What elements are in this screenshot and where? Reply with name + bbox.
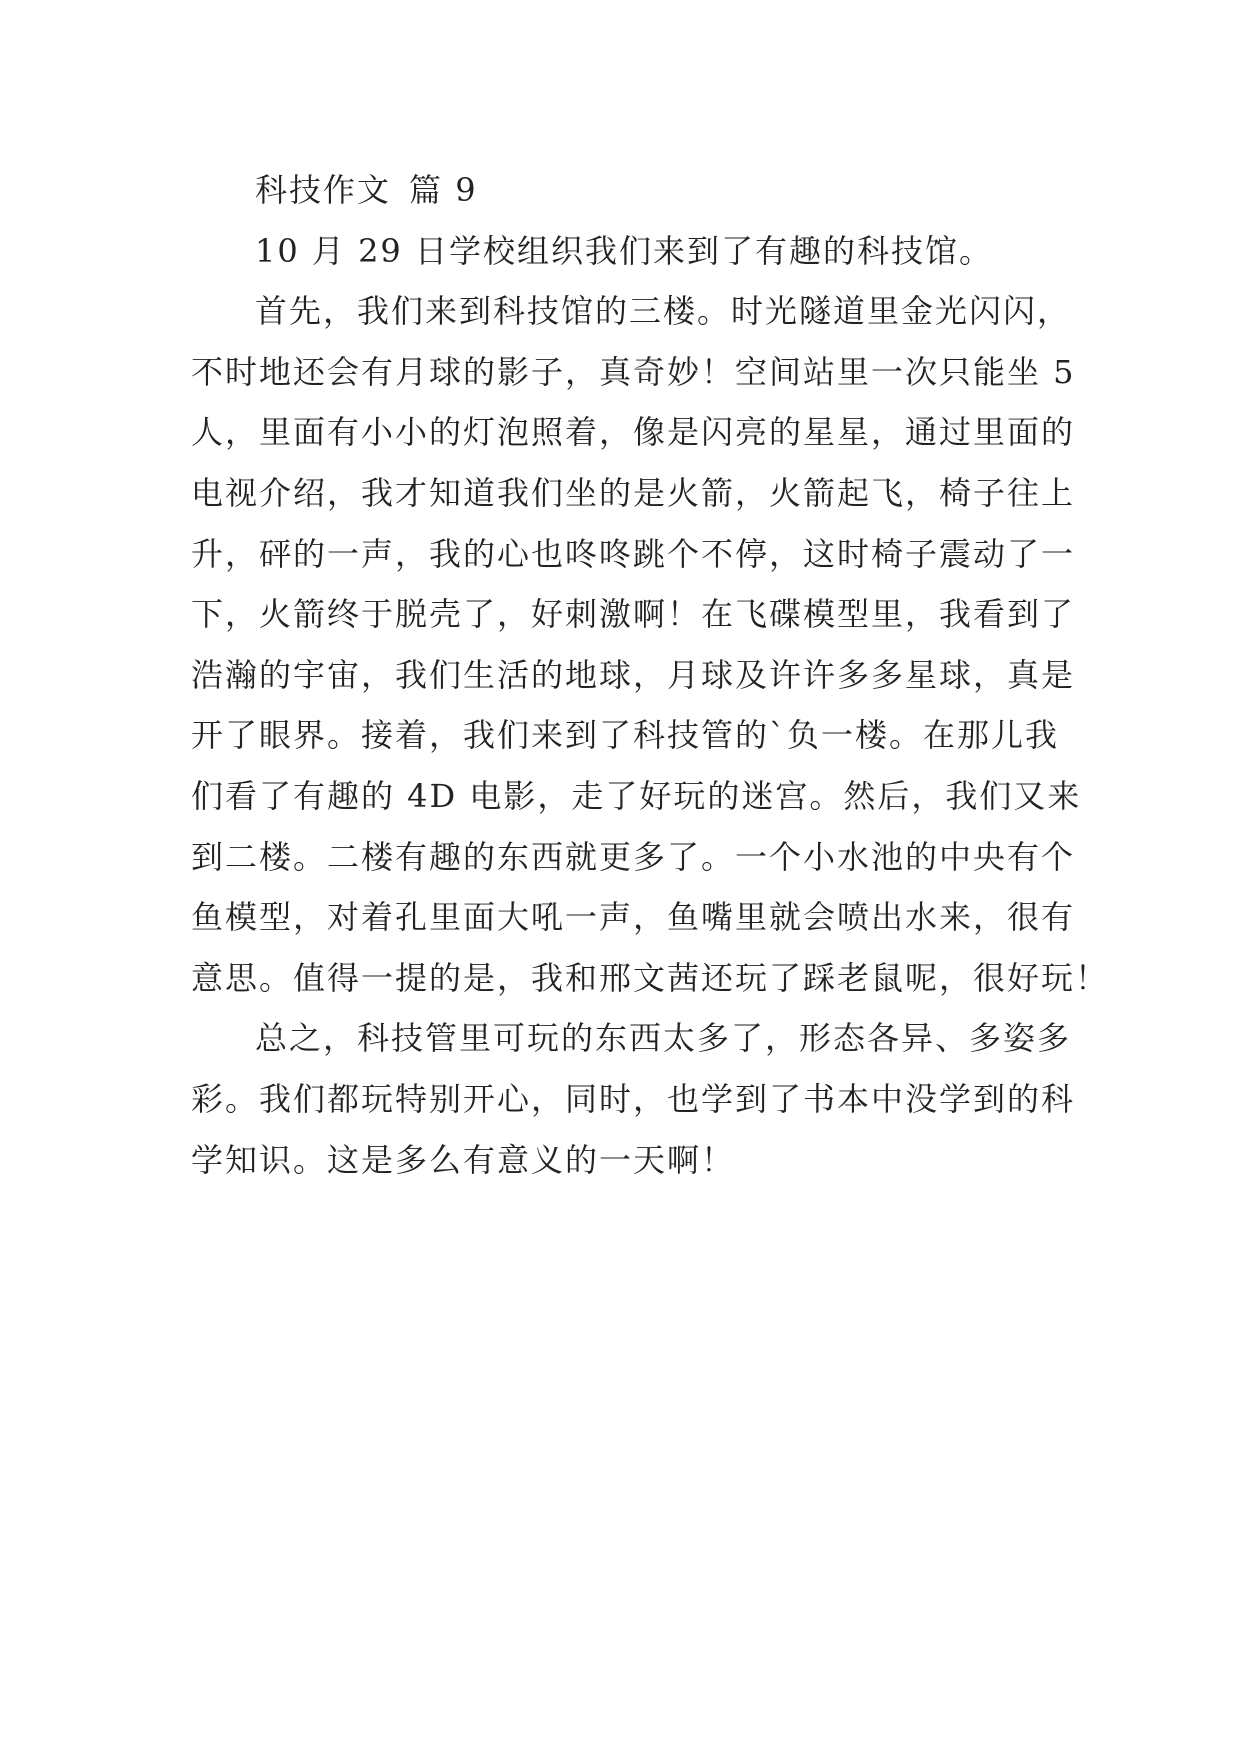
essay-heading — [191, 160, 1061, 221]
paragraph-line: 彩。我们都玩特别开心，同时，也学到了书本中没学到的科 — [191, 1079, 1076, 1118]
paragraph-2 — [191, 281, 1110, 1008]
paragraph-3 — [191, 1008, 1076, 1190]
paragraph-line: 鱼模型，对着孔里面大吼一声，鱼嘴里就会喷出水来，很有 — [191, 898, 1076, 937]
essay-number: 篇 9 — [409, 171, 478, 209]
paragraph-line: 学知识。这是多么有意义的一天啊！ — [191, 1140, 736, 1179]
paragraph-line: 10 月 29 日学校组织我们来到了有趣的科技馆。 — [255, 231, 993, 270]
paragraph-line: 到二楼。二楼有趣的东西就更多了。一个小水池的中央有个 — [191, 837, 1076, 876]
essay-title: 科技作文 — [255, 171, 392, 209]
paragraph-1 — [191, 221, 1061, 282]
paragraph-line: 浩瀚的宇宙，我们生活的地球，月球及许许多多星球，真是 — [191, 655, 1076, 694]
paragraph-line: 意思。值得一提的是，我和邢文茜还玩了踩老鼠呢，很好玩！ — [191, 958, 1110, 997]
paragraph-line: 总之，科技管里可玩的东西太多了，形态各异、多姿多 — [255, 1019, 1072, 1058]
paragraph-line: 首先，我们来到科技馆的三楼。时光隧道里金光闪闪， — [255, 292, 1072, 331]
paragraph-line: 人，里面有小小的灯泡照着，像是闪亮的星星，通过里面的 — [191, 413, 1076, 452]
paragraph-line: 升，砰的一声，我的心也咚咚跳个不停，这时椅子震动了一 — [191, 534, 1076, 573]
paragraph-line: 开了眼界。接着，我们来到了科技管的`负一楼。在那儿我 — [191, 716, 1060, 755]
paragraph-line: 下，火箭终于脱壳了，好刺激啊！在飞碟模型里，我看到了 — [191, 595, 1076, 634]
paragraph-line: 不时地还会有月球的影子，真奇妙！空间站里一次只能坐 5 — [191, 352, 1076, 391]
paragraph-line: 电视介绍，我才知道我们坐的是火箭，火箭起飞，椅子往上 — [191, 473, 1076, 512]
document-body — [191, 160, 1110, 1190]
paragraph-line: 们看了有趣的 4D 电影，走了好玩的迷宫。然后，我们又来 — [191, 776, 1082, 815]
